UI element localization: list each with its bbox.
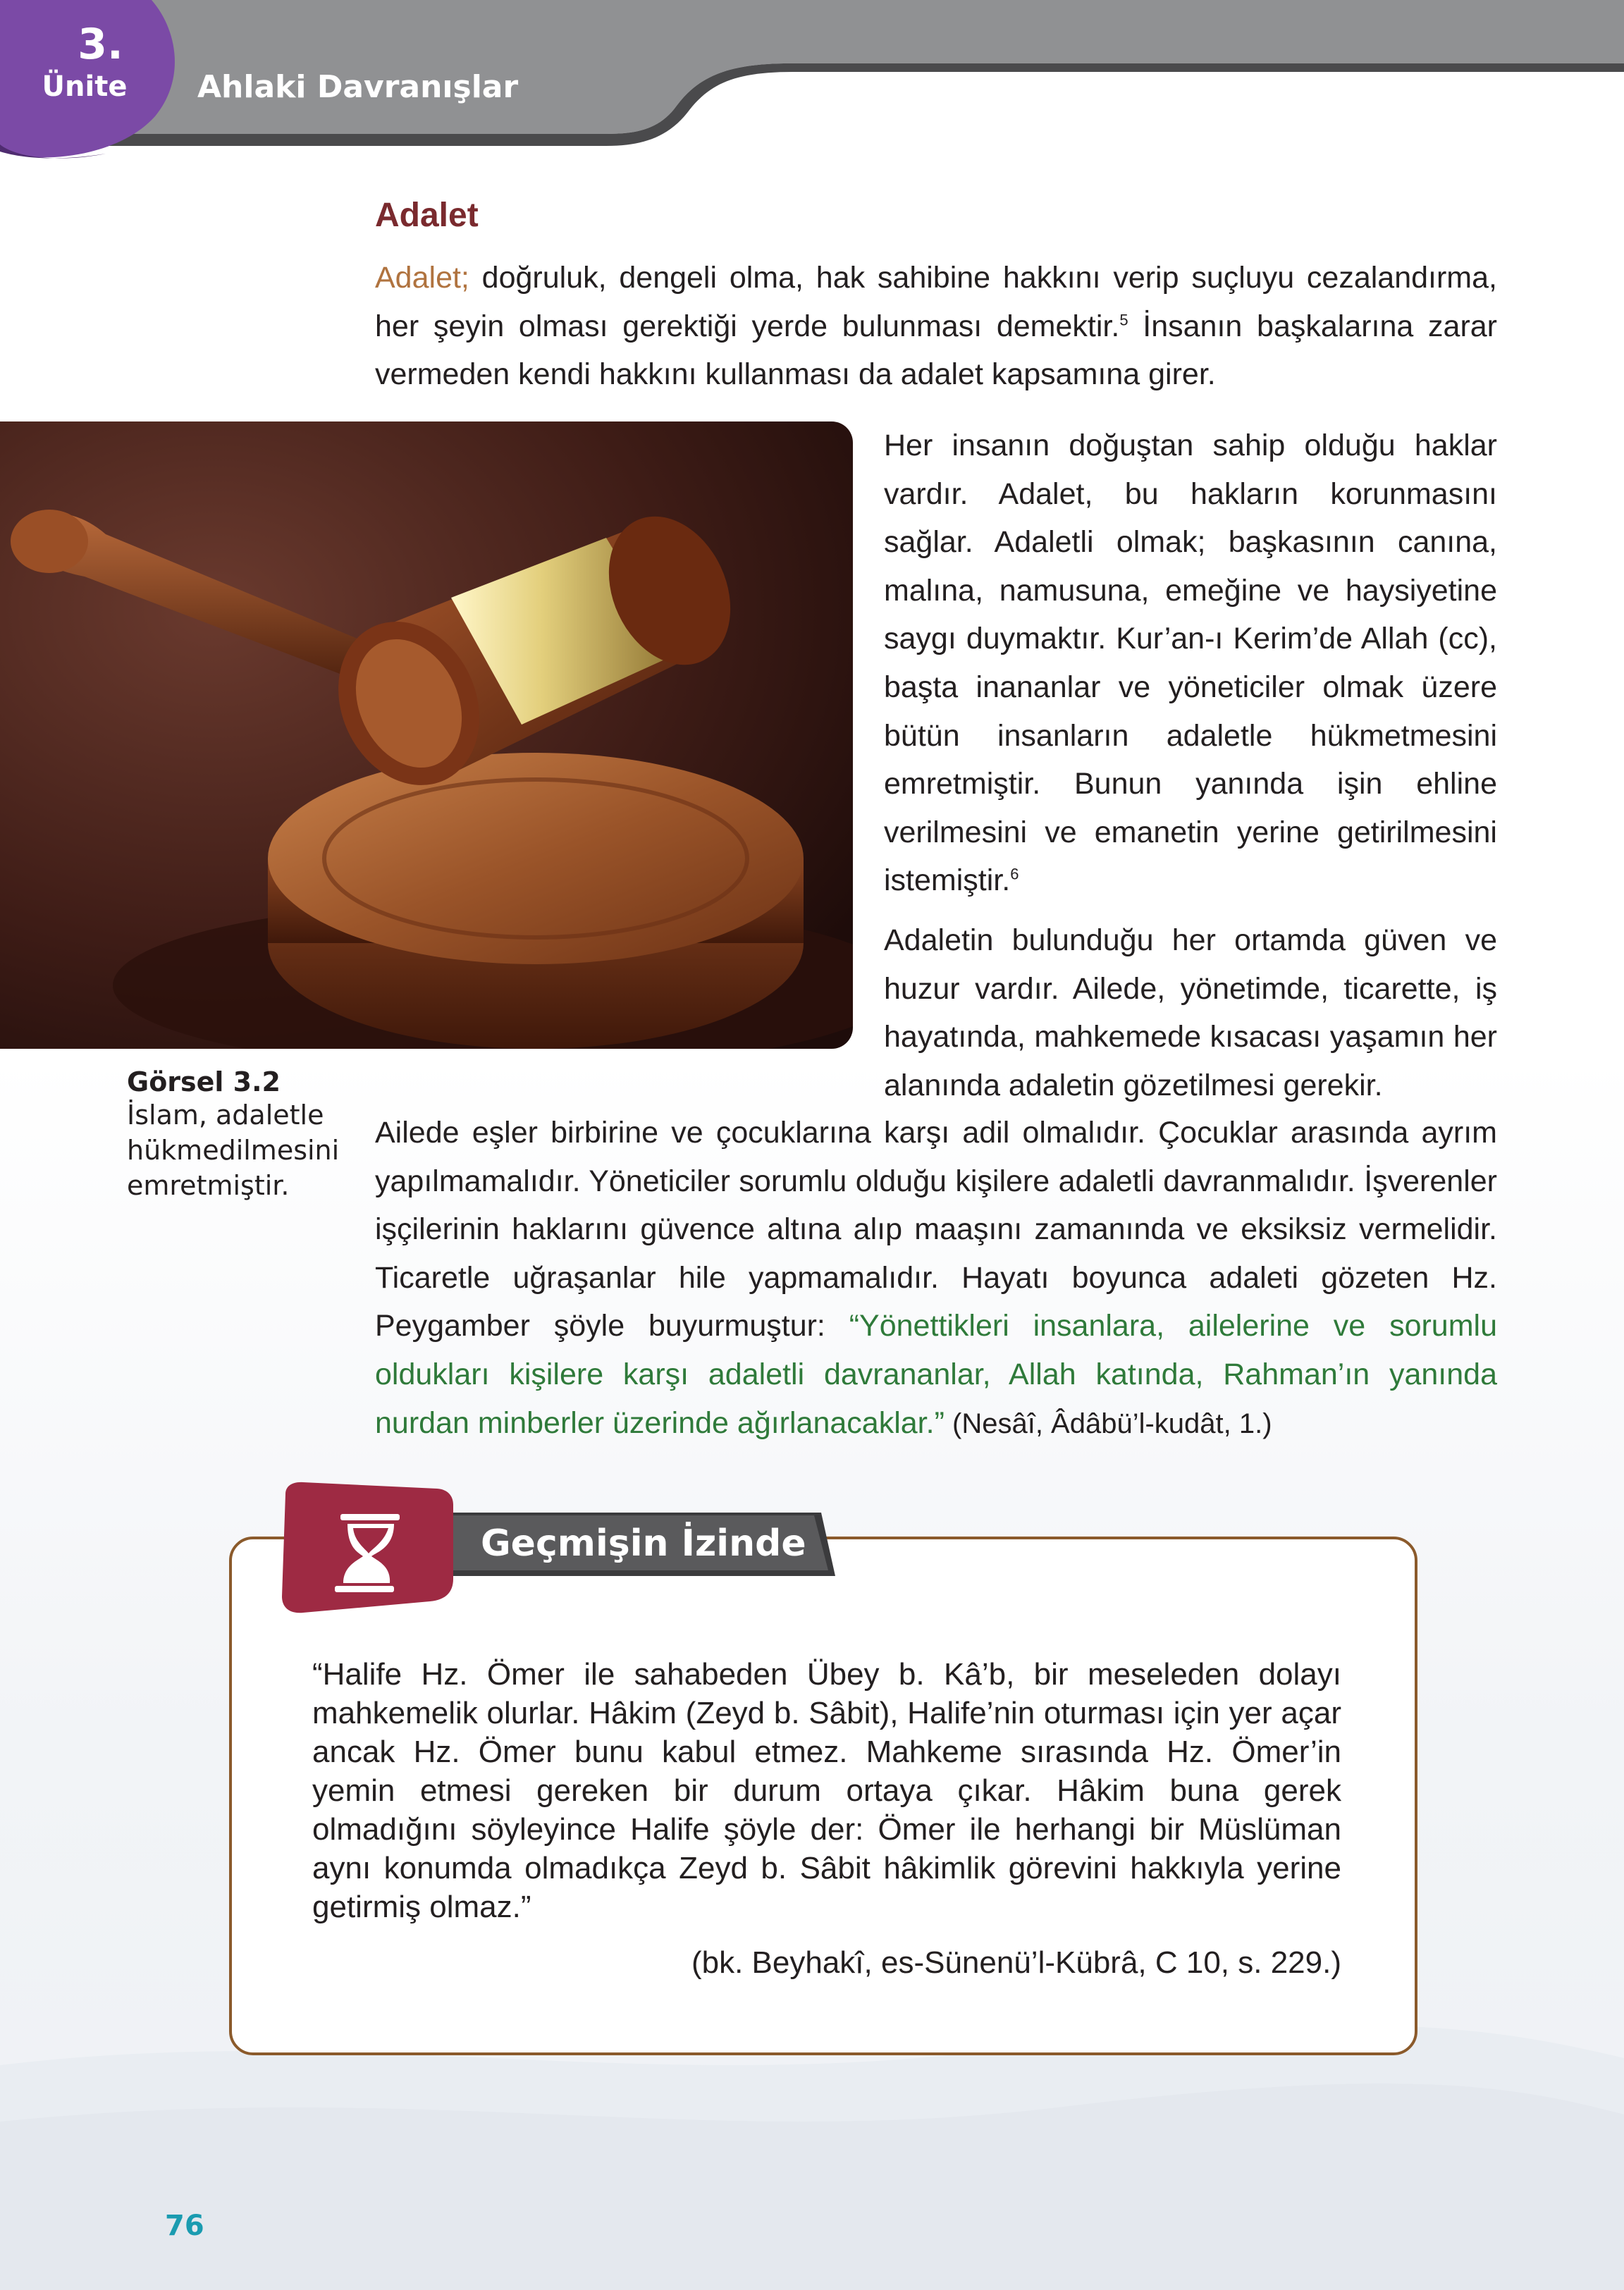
hadith-quote: “Yönettikleri insanlara, ailelerine ve sorumlu oldukları kişilere karşı adaletli davrananlar, Allah katında, Rahman’ın yanında nurdan minberler üzerinde ağırlanacaklar.”: [375, 1309, 1497, 1440]
definition-text: doğruluk, dengeli olma, hak sahibine hakkını verip suçluyu cezalandırma, her şeyin olması gerektiği yerde bulunması demektir.: [375, 261, 1497, 343]
hadith-source: (Nesâî, Âdâbü’l-kudât, 1.): [944, 1408, 1272, 1439]
history-box-title: Geçmişin İzinde: [481, 1522, 806, 1565]
page-number: 76: [165, 2210, 204, 2242]
rights-text: Her insanın doğuştan sahip olduğu haklar vardır. Adalet, bu hakların korunmasını sağlar. Adaletli olmak; başkasının canına, malına, namusuna, emeğine ve haysiyetine saygı duymaktır. Kur’an-ı Kerim’de Allah (cc), başta inananlar ve yöneticiler olmak üzere bütün insanların adaletle hükmetmesini emretmiştir. Bunun yanında işin ehline verilmesini ve emanetin yerine getirilmesini istemiştir.: [884, 429, 1497, 898]
unit-number: 3.: [78, 20, 123, 69]
figure-title: Görsel 3.2: [127, 1066, 281, 1097]
rights-paragraph: [884, 421, 1497, 905]
gavel-photo: [0, 421, 853, 1049]
definition-paragraph: [375, 254, 1497, 399]
footnote-ref: 5: [1119, 311, 1128, 329]
chapter-title: Ahlaki Davranışlar: [197, 69, 519, 105]
history-box-text: “Halife Hz. Ömer ile sahabeden Übey b. Kâ’b, bir meseleden dolayı mahkemelik olurlar. Hâkim (Zeyd b. Sâbit), Halife’nin oturması için yer açar ancak Hz. Ömer bunu kabul etmez. Mahkeme sırasında Hz. Ömer’in yemin etmesi gereken bir durum ortaya çıkar. Hâkim buna gerek olmadığını söyleyince Halife şöyle der: Ömer ile herhangi bir Müslüman aynı konumda olmadıkça Zeyd b. Sâbit hâkimlik görevini hakkıyla yerine getirmiş olmaz.”: [312, 1657, 1341, 1924]
section-title: Adalet: [375, 197, 479, 234]
unit-label: Ünite: [42, 70, 128, 103]
definition-text-continued: İnsanın başkalarına zarar vermeden kendi hakkını kullanması da adalet kapsamına girer.: [375, 309, 1497, 392]
figure-caption-text: İslam, adaletle hükmedilmesini emretmiştir.: [127, 1100, 340, 1201]
history-box-source: (bk. Beyhakî, es-Sünenü’l-Kübrâ, C 10, s. 229.): [691, 1945, 1341, 1980]
defined-term: Adalet;: [375, 261, 469, 295]
family-text: Ailede eşler birbirine ve çocuklarına karşı adil olmalıdır. Çocuklar arasında ayrım yapılmamalıdır. Yöneticiler sorumlu olduğu kişilere adaletli davranmalıdır. İşverenler işçilerinin haklarını güvence altına alıp maaşını zamanında ve eksiksiz vermelidir. Ticaretle uğraşanlar hile yapmamalıdır. Hayatı boyunca adaleti gözeten Hz. Peygamber şöyle buyurmuştur:: [375, 1116, 1497, 1343]
family-paragraph: [375, 1109, 1497, 1448]
footnote-ref: 6: [1010, 866, 1019, 884]
trust-paragraph: Adaletin bulunduğu her ortamda güven ve huzur vardır. Ailede, yönetimde, ticarette, iş hayatında, mahkemede kısacası yaşamın her alanında adaletin gözetilmesi gerekir.: [884, 923, 1497, 1102]
figure-caption: [127, 1066, 352, 1203]
